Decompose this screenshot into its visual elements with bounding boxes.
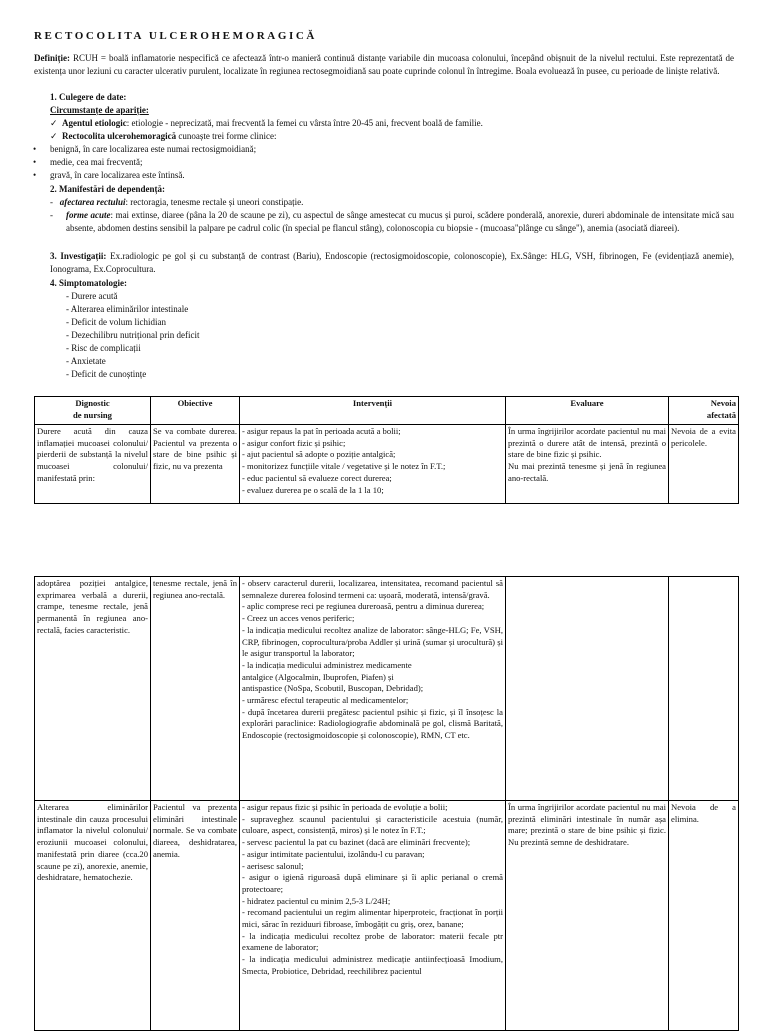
row2-evaluation: În urma îngrijirilor acordate pacientul nu mai prezintă eliminări intestinale în număr așa mare; prezintă o stare de bine psihic și fizic. Nu prezintă semne de deshidratare. <box>506 801 669 1031</box>
intervention-item: - educ pacientul să evalueze corect durerea; <box>242 472 392 483</box>
nursing-table-part-1 <box>34 396 739 504</box>
intervention-item: - asigur o igienă riguroasă după eliminare și îi aplic perianal o cremă protectoare; <box>242 872 503 894</box>
row2-objectives: Pacientul va prezenta eliminări intestinale normale. Se va combate diareea, deshidratarea, anemia. <box>151 801 240 1031</box>
intervention-item: - asigur intimitate pacientului, izolându-l cu paravan; <box>242 848 425 859</box>
header-objectives: Obiective <box>151 397 240 425</box>
rect-affect-line: - afectarea rectului: rectoragia, tenesme rectale și uneori constipație. <box>50 197 304 207</box>
dash-icon: - <box>50 210 53 220</box>
row1-interventions <box>240 425 506 504</box>
form-item-severe: gravă, în care localizarea este întinsă. <box>50 170 185 180</box>
row2-diagnostic: Alterarea eliminărilor intestinale din cauza procesului inflamator la nivelul colonului/ eroziunii mucoasei colonului, manifestată prin diaree (cca.20 scaune pe zi), anorexie, anemie, deshidratare, hematochezie. <box>35 801 151 1031</box>
header-diagnostic: Dignostic de nursing <box>35 397 151 425</box>
acute-forms-paragraph <box>66 209 734 235</box>
intervention-item: - recomand pacientului un regim alimentar hiperproteic, fracționat în porții mici, sărac în reziduuri fibroase, îmbogățit cu griș, orez, banane; <box>242 907 503 930</box>
symptom-item: - Risc de complicații <box>66 343 141 353</box>
definition-label: Definiție: <box>34 53 70 63</box>
intervention-item: - hidratez pacientul cu minim 2,5-3 L/24H; <box>242 895 391 906</box>
intervention-item: - evaluez durerea pe o scală de la 1 la 10; <box>242 484 384 495</box>
intervention-item: - la indicația medicului administrez medicație antiinfecțioasă Imodium, Smecta, Probiotice, Debridad, reechilibrez pacientul <box>242 954 503 976</box>
intervention-item: - la indicația medicului recoltez analize de laborator: sânge-HLG; Fe, VSH, CRP, fibrinogen, coprocultura/proba Addler și urină (sumar și urocultură) și le asigur transportul la laborator; <box>242 624 503 659</box>
document-title: RECTOCOLITA ULCEROHEMORAGICĂ <box>34 30 317 42</box>
rect-affect-label: afectarea rectului <box>59 197 126 207</box>
form-item-medium: medie, cea mai frecventă; <box>50 157 143 167</box>
intervention-item: - asigur repaus fizic și psihic în perioada de evoluție a bolii; <box>242 802 448 812</box>
row1b-need <box>669 577 739 801</box>
definition-paragraph <box>34 52 734 78</box>
header-need: Nevoia afectată <box>669 397 739 425</box>
intervention-item: - asigur repaus la pat în perioada acută a bolii; <box>242 426 401 436</box>
section-3-text: Ex.radiologic pe gol și cu substanță de contrast (Bariu), Endoscopie (rectosigmoidoscopie, colonoscopie), Ex.Sânge: HLG, VSH, fibrinogen, Fe (evidențiază anemie), Ionograma, Ex.Coprocultura. <box>50 251 734 274</box>
header-evaluation: Evaluare <box>506 397 669 425</box>
intervention-item: - urmăresc efectul terapeutic al medicamentelor; <box>242 695 409 706</box>
row1-diagnostic: Durere acută din cauza inflamației mucoasei colonului/ pierderii de substanță la nivelul mucoasei colonului/ manifestată prin: <box>35 425 151 504</box>
intervention-item: - la indicația medicului recoltez probe de laborator: materii fecale ptr examene de laborator; <box>242 930 503 953</box>
circumstances-heading: Circumstanțe de apariție: <box>50 105 149 115</box>
symptom-item: - Alterarea eliminărilor intestinale <box>66 304 189 314</box>
intervention-item: - monitorizez funcțiile vitale / vegetative și le notez în F.T.; <box>242 461 446 472</box>
acute-forms-label: forme acute <box>66 210 111 220</box>
bullet-icon: • <box>33 157 37 167</box>
bullet-icon: • <box>33 144 37 154</box>
row1-need: Nevoia de a evita pericolele. <box>669 425 739 504</box>
nursing-table-part-2 <box>34 576 739 1031</box>
checkmark-icon: ✓ <box>50 131 58 141</box>
row2-need: Nevoia de a elimina. <box>669 801 739 1031</box>
etiologic-line <box>50 117 483 130</box>
intervention-item: - observ caracterul durerii, localizarea, intensitatea, recomand pacientul să semnaleze durerea folosind termeni ca: ușoară, moderată, intensă/gravă. <box>242 578 503 600</box>
section-3-paragraph <box>50 250 734 276</box>
intervention-item: - aerisesc salonul; <box>242 860 304 871</box>
section-4-heading: 4. Simptomatologie: <box>50 278 127 288</box>
rect-affect-text: : rectoragia, tenesme rectale și uneori constipație. <box>125 197 304 207</box>
row1b-objectives: tenesme rectale, jenă în regiunea ano-rectală. <box>151 577 240 801</box>
intervention-item: antalgice (Algocalmin, Ibuprofen, Piafen) și <box>242 671 394 682</box>
section-3-heading: 3. Investigații: <box>50 251 107 261</box>
row1b-evaluation <box>506 577 669 801</box>
intervention-item: - Creez un acces venos periferic; <box>242 613 355 624</box>
rcuh-label: Rectocolita ulcerohemoragică <box>62 131 177 141</box>
row1-objectives: Se va combate durerea. Pacientul va prezenta o stare de bine psihic și fizic, nu va prezenta <box>151 425 240 504</box>
intervention-item: - aplic comprese reci pe regiunea dureroasă, pentru a diminua durerea; <box>242 601 485 612</box>
intervention-item: - servesc pacientul la pat cu bazinet (dacă are eliminări frecvente); <box>242 837 471 848</box>
intervention-item: - asigur confort fizic și psihic; <box>242 437 346 448</box>
rcuh-forms-line <box>50 130 277 143</box>
intervention-item: - ajut pacientul să adopte o poziție antalgică; <box>242 449 396 460</box>
symptom-item: - Deficit de cunoștințe <box>66 369 147 379</box>
row1b-interventions <box>240 577 506 801</box>
definition-text: RCUH = boală inflamatorie nespecifică ce afectează într-o manieră continuă distanțe variabile din mucoasa colonului, începând obișnuit de la nivelul rectului. Este reprezentată de existența unor leziuni cu caracter ulcerativ purulent, localizate în regiunea rectosegmoidiană sau poate cuprinde colonul în întregime. Boala evoluează în pusee, cu perioade de liniște relativă. <box>34 53 734 76</box>
header-interventions: Intervenții <box>240 397 506 425</box>
symptom-item: - Anxietate <box>66 356 106 366</box>
symptom-item: - Deficit de volum lichidian <box>66 317 166 327</box>
form-item-benign: benignă, în care localizarea este numai rectosigmoidiană; <box>50 144 257 154</box>
etiologic-label: Agentul etiologic <box>62 118 127 128</box>
row1b-diagnostic: adoptărea poziției antalgice, exprimarea verbală a durerii, crampe, tenesme rectale, jenă permanentă în regiunea ano-rectală, facies caracteristic. <box>35 577 151 801</box>
rcuh-text: cunoaște trei forme clinice: <box>176 131 277 141</box>
intervention-item: - la indicația medicului administrez medicamente <box>242 659 412 670</box>
symptom-item: - Dezechilibru nutrițional prin deficit <box>66 330 200 340</box>
bullet-icon: • <box>33 170 37 180</box>
symptom-item: - Durere acută <box>66 291 118 301</box>
section-1-heading: 1. Culegere de date: <box>50 92 127 102</box>
intervention-item: - supraveghez scaunul pacientului și caracteristicile acestuia (număr, culoare, aspect, consistență, miros) și le notez în F.T.; <box>242 813 503 836</box>
etiologic-text: : etiologie - neprecizată, mai frecventă la femei cu vârsta între 20-45 ani, frecvent boală de familie. <box>126 118 483 128</box>
checkmark-icon: ✓ <box>50 118 58 128</box>
acute-forms-text: : mai extinse, diaree (pâna la 20 de scaune pe zi), cu aspectul de sânge amestecat cu mucus și puroi, scădere ponderală, anorexie, dureri abdominale de intensitate mică sau absente, abdomen destins sensibil la palpare pe cadrul colic (în special pe flancul stâng), colonoscopia cu biopsie - (mucoasa"plânge cu sânge"), anemia (asociată diareei). <box>66 210 734 233</box>
intervention-item: antispastice (NoSpa, Scobutil, Buscopan, Debridad); <box>242 683 424 694</box>
section-2-heading: 2. Manifestări de dependență: <box>50 184 165 194</box>
intervention-item: - după încetarea durerii pregătesc pacientul psihic și fizic, și îl însoțesc la explorări paraclinice: Radiologiografie abdominală pe gol, clismă Baritată, Endoscopie (rectosigmoidoscopie și colonoscopie), RMN, CT etc. <box>242 706 503 741</box>
row2-interventions <box>240 801 506 1031</box>
row1-evaluation: În urma îngrijirilor acordate pacientul nu mai prezintă o durere atât de intensă, prezintă o stare de bine fizic și psihic. Nu mai prezintă tenesme și jenă în regiunea ano-rectală. <box>506 425 669 504</box>
